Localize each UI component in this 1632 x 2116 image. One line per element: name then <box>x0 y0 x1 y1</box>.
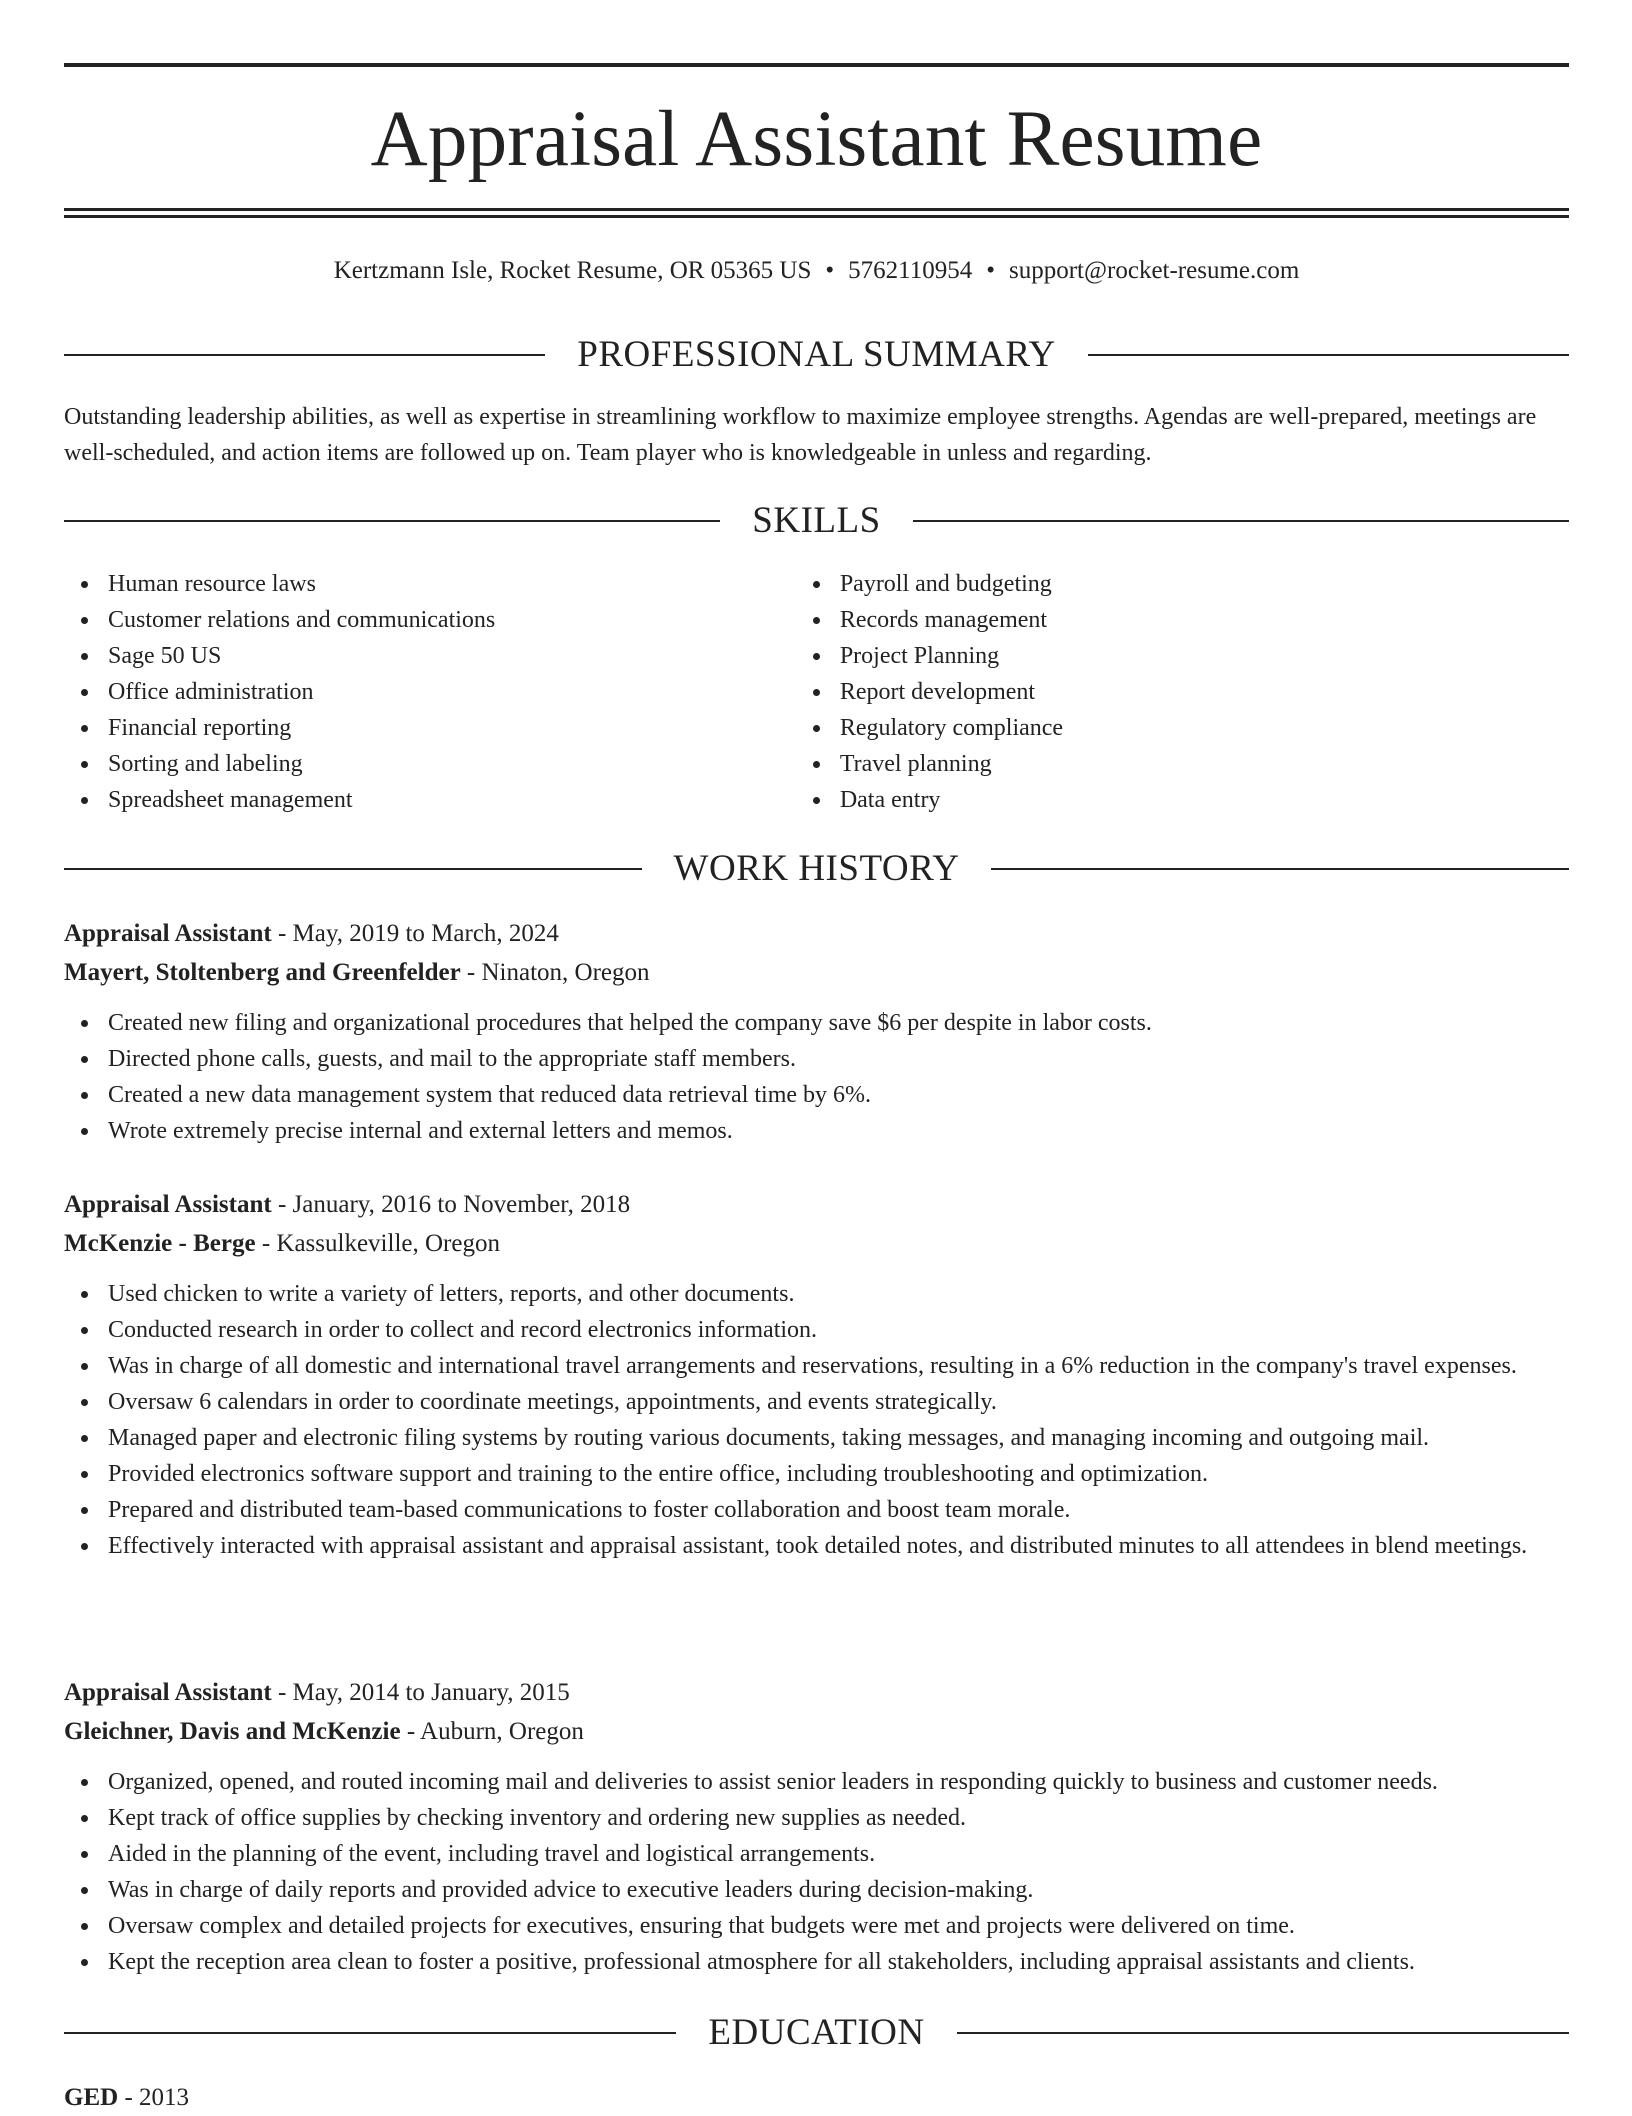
divider <box>957 2032 1569 2034</box>
skill-item: Payroll and budgeting <box>840 566 1569 602</box>
section-heading-skills <box>64 498 1569 544</box>
page-title: Appraisal Assistant Resume <box>370 96 1263 183</box>
contact-separator: • <box>825 257 835 284</box>
job-bullets <box>64 1005 1569 1149</box>
top-rule <box>64 63 1569 67</box>
job-company-line <box>64 1224 1569 1263</box>
divider <box>64 2032 676 2034</box>
divider <box>64 520 720 522</box>
job-dates: - January, 2016 to November, 2018 <box>277 1191 631 1218</box>
job-bullet: Wrote extremely precise internal and external letters and memos. <box>108 1113 1569 1149</box>
job-company-line <box>64 1712 1569 1751</box>
contact-separator: • <box>986 257 995 284</box>
job-bullet: Directed phone calls, guests, and mail to the appropriate staff members. <box>108 1041 1569 1077</box>
divider <box>913 520 1569 522</box>
section-label: SKILLS <box>752 500 881 541</box>
section-label: WORK HISTORY <box>673 848 960 889</box>
skill-item: Human resource laws <box>108 566 796 602</box>
education-entry <box>64 2080 1569 2116</box>
contact-address: Kertzmann Isle, Rocket Resume, OR 05365 US <box>333 257 812 284</box>
job-bullet: Created new filing and organizational procedures that helped the company save $6 per despite in labor costs. <box>108 1005 1569 1041</box>
skills-column-right <box>796 566 1569 818</box>
contact-phone: 5762110954 <box>848 257 973 284</box>
skill-item: Records management <box>840 602 1569 638</box>
skill-item: Data entry <box>840 782 1569 818</box>
job-role-line <box>64 1185 1569 1224</box>
education-year: - 2013 <box>124 2084 190 2111</box>
skill-item: Spreadsheet management <box>108 782 796 818</box>
job-bullet: Oversaw 6 calendars in order to coordinate meetings, appointments, and events strategically. <box>108 1384 1569 1420</box>
job-location: - Kassulkeville, Oregon <box>261 1230 500 1257</box>
title-rule-lower <box>64 215 1569 218</box>
job-entry <box>64 1185 1569 1564</box>
job-location: - Ninaton, Oregon <box>466 959 650 986</box>
job-bullet: Kept the reception area clean to foster a positive, professional atmosphere for all stakeholders, including appraisal assistants and clients. <box>108 1944 1569 1980</box>
job-company: Mayert, Stoltenberg and Greenfelder <box>64 959 461 986</box>
job-title: Appraisal Assistant <box>64 920 272 947</box>
job-bullet: Provided electronics software support and training to the entire office, including troubleshooting and optimization. <box>108 1456 1569 1492</box>
job-bullets <box>64 1764 1569 1980</box>
section-heading-work <box>64 846 1569 892</box>
job-title: Appraisal Assistant <box>64 1191 272 1218</box>
divider <box>64 354 545 356</box>
skill-item: Office administration <box>108 674 796 710</box>
skill-item: Customer relations and communications <box>108 602 796 638</box>
job-bullet: Managed paper and electronic filing systems by routing various documents, taking messages, and managing incoming and outgoing mail. <box>108 1420 1569 1456</box>
job-company: McKenzie - Berge <box>64 1230 256 1257</box>
job-bullet: Effectively interacted with appraisal assistant and appraisal assistant, took detailed notes, and distributed minutes to all attendees in blend meetings. <box>108 1528 1569 1564</box>
skill-item: Travel planning <box>840 746 1569 782</box>
divider <box>991 868 1569 870</box>
job-bullet: Kept track of office supplies by checking inventory and ordering new supplies as needed. <box>108 1800 1569 1836</box>
job-bullets <box>64 1276 1569 1564</box>
education-degree: GED <box>64 2084 119 2111</box>
section-label: PROFESSIONAL SUMMARY <box>577 334 1056 375</box>
skill-item: Project Planning <box>840 638 1569 674</box>
job-bullet: Was in charge of daily reports and provided advice to executive leaders during decision-making. <box>108 1872 1569 1908</box>
job-company: Gleichner, Davis and McKenzie <box>64 1718 401 1745</box>
contact-line <box>64 253 1569 289</box>
contact-email: support@rocket-resume.com <box>1009 257 1300 284</box>
job-bullet: Conducted research in order to collect and record electronics information. <box>108 1312 1569 1348</box>
summary-text: Outstanding leadership abilities, as well as expertise in streamlining workflow to maximize employee strengths. Agendas are well-prepared, meetings are well-scheduled, and action items are followed up on. Team player who is knowledgeable in unless and regarding. <box>64 404 1537 466</box>
job-role-line <box>64 914 1569 953</box>
job-entry <box>64 914 1569 1149</box>
section-heading-summary <box>64 332 1569 378</box>
job-company-line <box>64 953 1569 992</box>
job-dates: - May, 2019 to March, 2024 <box>277 920 559 947</box>
skill-item: Report development <box>840 674 1569 710</box>
divider <box>1088 354 1569 356</box>
job-bullet: Used chicken to write a variety of letters, reports, and other documents. <box>108 1276 1569 1312</box>
job-entry <box>64 1673 1569 1980</box>
skill-item: Sorting and labeling <box>108 746 796 782</box>
job-location: - Auburn, Oregon <box>406 1718 584 1745</box>
divider <box>64 868 642 870</box>
skill-item: Sage 50 US <box>108 638 796 674</box>
job-bullet: Prepared and distributed team-based communications to foster collaboration and boost team morale. <box>108 1492 1569 1528</box>
job-bullet: Was in charge of all domestic and international travel arrangements and reservations, resulting in a 6% reduction in the company's travel expenses. <box>108 1348 1569 1384</box>
job-title: Appraisal Assistant <box>64 1679 272 1706</box>
job-bullet: Organized, opened, and routed incoming mail and deliveries to assist senior leaders in responding quickly to business and customer needs. <box>108 1764 1569 1800</box>
skill-item: Regulatory compliance <box>840 710 1569 746</box>
title-rule-upper <box>64 208 1569 211</box>
job-dates: - May, 2014 to January, 2015 <box>277 1679 570 1706</box>
job-bullet: Created a new data management system that reduced data retrieval time by 6%. <box>108 1077 1569 1113</box>
section-heading-education <box>64 2010 1569 2056</box>
skill-item: Financial reporting <box>108 710 796 746</box>
job-bullet: Aided in the planning of the event, including travel and logistical arrangements. <box>108 1836 1569 1872</box>
skills-list <box>64 566 1569 818</box>
job-role-line <box>64 1673 1569 1712</box>
job-bullet: Oversaw complex and detailed projects for executives, ensuring that budgets were met and projects were delivered on time. <box>108 1908 1569 1944</box>
skills-column-left <box>64 566 796 818</box>
section-label: EDUCATION <box>708 2012 925 2053</box>
